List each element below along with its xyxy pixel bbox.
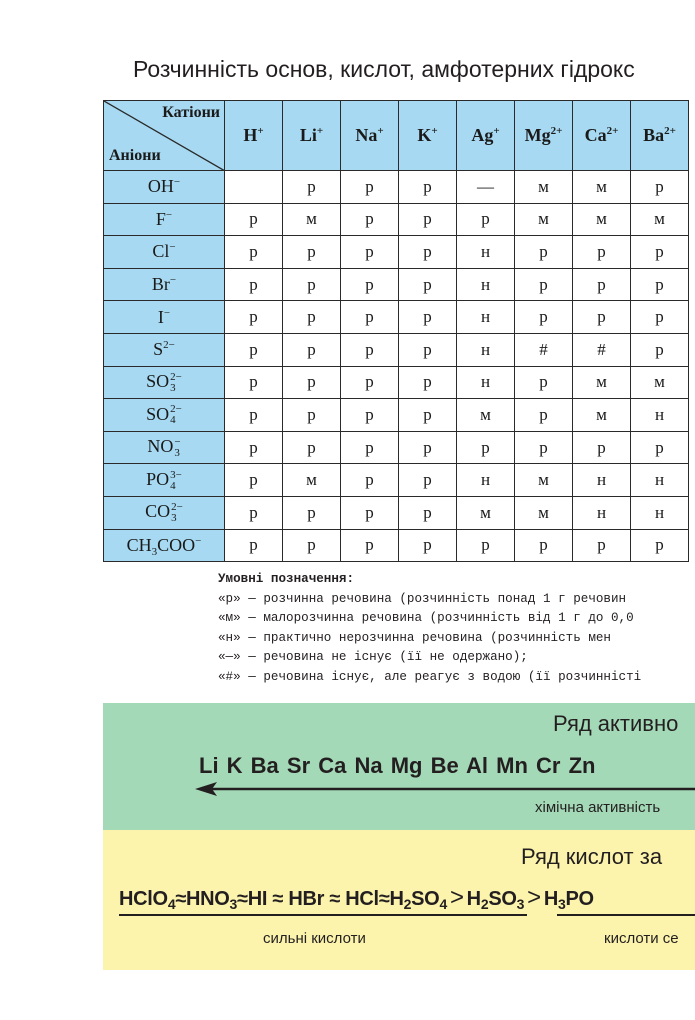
anion-index: 4 — [170, 479, 176, 492]
acid-text: ≈HNO — [175, 888, 230, 910]
acid-text: H — [466, 888, 481, 910]
cation-header — [457, 101, 515, 171]
acid-text: SO — [488, 888, 517, 910]
solubility-cell: р — [515, 301, 573, 334]
anion-text: S — [153, 339, 164, 360]
solubility-cell: р — [573, 268, 631, 301]
anion-charge: 2− — [171, 501, 183, 514]
anion-text: Br — [151, 274, 170, 295]
table-row — [104, 333, 689, 366]
anion-charge-index — [174, 437, 180, 459]
solubility-cell: р — [631, 171, 689, 204]
anion-charge: 3− — [170, 468, 182, 481]
table-row — [104, 366, 689, 399]
solubility-cell: н — [457, 236, 515, 269]
anion-charge: − — [163, 306, 171, 319]
cation-charge: 2+ — [606, 125, 619, 137]
solubility-cell: н — [573, 496, 631, 529]
anion-charge: − — [169, 241, 176, 254]
acid-index: 2 — [403, 896, 412, 912]
anion-cell — [104, 464, 225, 497]
solubility-cell: р — [225, 366, 283, 399]
solubility-cell: р — [341, 399, 399, 432]
solubility-cell: р — [573, 301, 631, 334]
cation-header — [573, 101, 631, 171]
activity-series-panel — [103, 703, 695, 830]
table-row — [104, 236, 689, 269]
anion-cell — [104, 301, 225, 334]
cation-charge: + — [257, 125, 264, 137]
solubility-cell: р — [283, 431, 341, 464]
greater-than-sign: > — [527, 884, 541, 911]
acid-text: SO — [411, 888, 440, 910]
solubility-cell: р — [283, 171, 341, 204]
solubility-cell: р — [631, 431, 689, 464]
solubility-cell: # — [515, 333, 573, 366]
solubility-cell: м — [457, 399, 515, 432]
cation-header — [225, 101, 283, 171]
cation-charge: + — [493, 125, 500, 137]
solubility-cell: р — [225, 203, 283, 236]
solubility-cell: р — [341, 203, 399, 236]
cation-symbol: H — [243, 125, 258, 145]
anion-cell — [104, 171, 225, 204]
cation-symbol: K — [417, 125, 432, 145]
anion-cell — [104, 496, 225, 529]
solubility-cell: р — [399, 171, 457, 204]
acid-series-panel — [103, 830, 695, 970]
anion-text: SO — [146, 370, 170, 391]
solubility-cell: р — [399, 496, 457, 529]
solubility-cell: р — [225, 496, 283, 529]
solubility-cell: р — [573, 236, 631, 269]
acid-series-formula — [119, 884, 594, 912]
table-row — [104, 431, 689, 464]
anion-charge: − — [173, 176, 181, 189]
solubility-cell: р — [515, 366, 573, 399]
solubility-cell: р — [225, 301, 283, 334]
solubility-cell: р — [225, 529, 283, 562]
legend-item: «м» — малорозчинна речовина (розчинність від 1 г до 0,0 — [218, 611, 634, 625]
anion-cell — [104, 529, 225, 562]
anion-cell — [104, 366, 225, 399]
anion-text: Cl — [152, 241, 170, 262]
solubility-cell: н — [457, 366, 515, 399]
cation-charge: + — [377, 125, 384, 137]
medium-acids-label: кислоти се — [604, 930, 679, 947]
solubility-cell: р — [283, 366, 341, 399]
solubility-cell: р — [573, 431, 631, 464]
solubility-cell: м — [515, 203, 573, 236]
legend-item: «р» — розчинна речовина (розчинність понад 1 г речовин — [218, 591, 627, 606]
anion-text: PO — [146, 468, 170, 489]
table-row — [104, 496, 689, 529]
solubility-cell: м — [573, 399, 631, 432]
solubility-cell: р — [225, 268, 283, 301]
cation-charge: + — [431, 125, 438, 137]
solubility-cell: # — [573, 333, 631, 366]
solubility-cell: р — [283, 301, 341, 334]
anion-text: SO — [146, 403, 170, 424]
solubility-cell: р — [399, 529, 457, 562]
solubility-cell: р — [515, 529, 573, 562]
acid-index: 3 — [229, 896, 238, 912]
acid-index: 3 — [516, 896, 525, 912]
anion-index: 3 — [174, 446, 180, 459]
solubility-cell: р — [399, 203, 457, 236]
anion-charge: − — [169, 274, 177, 287]
solubility-cell: р — [515, 268, 573, 301]
solubility-cell: р — [225, 464, 283, 497]
legend-item: «—» — речовина не існує (її не одержано); — [218, 650, 528, 664]
solubility-cell: н — [631, 496, 689, 529]
cation-charge: + — [316, 125, 324, 137]
cation-symbol: Ca — [584, 125, 607, 145]
table-row — [104, 203, 689, 236]
solubility-cell: р — [399, 268, 457, 301]
anion-text: NO — [147, 436, 174, 457]
solubility-cell: н — [631, 464, 689, 497]
table-row — [104, 301, 689, 334]
anion-charge: 2− — [170, 403, 182, 416]
solubility-cell: н — [631, 399, 689, 432]
solubility-cell: р — [631, 301, 689, 334]
solubility-cell: н — [457, 268, 515, 301]
anion-cell — [104, 399, 225, 432]
anions-label: Аніони — [109, 147, 161, 164]
anion-charge: − — [174, 435, 181, 448]
table-row — [104, 399, 689, 432]
solubility-cell: р — [341, 464, 399, 497]
anion-text: I — [157, 306, 164, 327]
cation-header — [631, 101, 689, 171]
table-header-row — [104, 101, 689, 171]
solubility-cell: р — [225, 399, 283, 432]
solubility-cell: р — [399, 366, 457, 399]
solubility-cell: м — [573, 171, 631, 204]
solubility-cell: р — [341, 301, 399, 334]
anion-charge: − — [165, 208, 173, 221]
anion-text: CO — [145, 501, 171, 522]
table-row — [104, 529, 689, 562]
table-corner-cell — [104, 101, 225, 171]
anion-text: F — [155, 208, 166, 229]
cation-symbol: Ba — [643, 125, 665, 145]
solubility-cell: р — [341, 236, 399, 269]
solubility-cell: р — [573, 529, 631, 562]
acid-text: HClO — [119, 888, 168, 910]
solubility-cell: р — [283, 399, 341, 432]
solubility-cell: м — [573, 366, 631, 399]
cation-symbol: Mg — [524, 125, 551, 145]
legend — [218, 570, 641, 687]
anion-charge: − — [195, 534, 202, 547]
solubility-cell: м — [515, 464, 573, 497]
acid-index: 4 — [167, 896, 176, 912]
solubility-cell: р — [225, 431, 283, 464]
anion-index: 3 — [170, 381, 176, 394]
cation-symbol: Ag — [471, 125, 494, 145]
anion-charge-index — [170, 404, 182, 426]
table-row — [104, 268, 689, 301]
anion-index: 3 — [171, 512, 177, 525]
solubility-cell: р — [283, 236, 341, 269]
solubility-cell: м — [283, 203, 341, 236]
activity-series-title: Ряд активно — [553, 711, 679, 736]
solubility-cell: р — [225, 333, 283, 366]
anion-cell — [104, 431, 225, 464]
solubility-cell: м — [457, 496, 515, 529]
solubility-cell: р — [341, 333, 399, 366]
cation-header — [515, 101, 573, 171]
solubility-cell: р — [457, 529, 515, 562]
solubility-cell: р — [631, 529, 689, 562]
solubility-cell: р — [283, 529, 341, 562]
anion-cell — [104, 268, 225, 301]
anion-cell — [104, 333, 225, 366]
solubility-cell: м — [515, 496, 573, 529]
cation-header — [341, 101, 399, 171]
cations-label: Катіони — [162, 104, 220, 121]
acid-index: 2 — [480, 896, 489, 912]
anion-text: CH — [126, 534, 152, 555]
cation-charge: 2+ — [550, 125, 563, 137]
solubility-cell: н — [457, 464, 515, 497]
activity-note: хімічна активність — [535, 799, 661, 816]
legend-item: «#» — речовина існує, але реагує з водою (її розчинністі — [218, 669, 642, 684]
acid-index: 3 — [557, 896, 566, 912]
table-row — [104, 464, 689, 497]
cation-symbol: Li — [299, 125, 317, 145]
anion-cell — [104, 203, 225, 236]
table-row — [104, 171, 689, 204]
acid-text: H — [543, 888, 558, 910]
solubility-cell: р — [341, 171, 399, 204]
solubility-cell: — — [457, 171, 515, 204]
solubility-cell: р — [515, 431, 573, 464]
cation-symbol: Na — [355, 125, 378, 145]
strong-acids-label: сильні кислоти — [263, 930, 366, 947]
solubility-cell: м — [573, 203, 631, 236]
solubility-cell: р — [341, 496, 399, 529]
legend-item: «н» — практично нерозчинна речовина (розчинність мен — [218, 630, 611, 645]
solubility-cell: р — [515, 399, 573, 432]
solubility-cell: м — [283, 464, 341, 497]
page-title: Розчинність основ, кислот, амфотерних гідрокс — [133, 56, 635, 82]
solubility-cell — [225, 171, 283, 204]
solubility-cell: н — [573, 464, 631, 497]
solubility-cell: р — [457, 431, 515, 464]
solubility-cell: р — [457, 203, 515, 236]
solubility-cell: р — [631, 268, 689, 301]
cation-charge: 2+ — [664, 125, 676, 137]
cation-header — [399, 101, 457, 171]
solubility-cell: р — [283, 496, 341, 529]
cation-header — [283, 101, 341, 171]
anion-cell — [104, 236, 225, 269]
acid-index: 4 — [439, 896, 447, 912]
solubility-cell: р — [399, 236, 457, 269]
left-arrow-icon — [195, 779, 695, 799]
solubility-cell: р — [283, 333, 341, 366]
anion-charge-index — [170, 372, 182, 394]
solubility-cell: м — [631, 366, 689, 399]
anion-index: 3 — [151, 545, 158, 558]
anion-charge: 2− — [163, 339, 175, 352]
solubility-cell: м — [515, 171, 573, 204]
solubility-cell: р — [399, 333, 457, 366]
solubility-cell: р — [631, 236, 689, 269]
solubility-cell: р — [341, 529, 399, 562]
solubility-cell: н — [457, 301, 515, 334]
anion-charge: 2− — [170, 370, 182, 383]
solubility-cell: р — [399, 431, 457, 464]
anion-index: 4 — [170, 414, 176, 427]
solubility-cell: р — [225, 236, 283, 269]
solubility-table — [103, 100, 689, 562]
legend-title: Умовні позначення: — [218, 572, 355, 586]
anion-text: OH — [147, 176, 174, 197]
anion-charge-index — [171, 502, 183, 524]
acid-series-title: Ряд кислот за — [521, 844, 663, 869]
acid-text: ≈HI ≈ HBr ≈ HCl≈H — [237, 888, 404, 910]
solubility-cell: р — [283, 268, 341, 301]
activity-series-metals: Li K Ba Sr Ca Na Mg Be Al Mn Cr Zn — [199, 753, 596, 778]
anion-text: COO — [157, 534, 196, 555]
acid-underlines — [117, 912, 695, 918]
solubility-cell: н — [457, 333, 515, 366]
anion-charge-index — [170, 470, 182, 492]
acid-text: PO — [565, 888, 594, 910]
solubility-cell: р — [515, 236, 573, 269]
solubility-cell: р — [341, 431, 399, 464]
solubility-cell: р — [399, 399, 457, 432]
solubility-cell: м — [631, 203, 689, 236]
greater-than-sign: > — [449, 884, 464, 911]
solubility-cell: р — [631, 333, 689, 366]
solubility-cell: р — [399, 301, 457, 334]
solubility-cell: р — [341, 268, 399, 301]
solubility-cell: р — [341, 366, 399, 399]
solubility-cell: р — [399, 464, 457, 497]
